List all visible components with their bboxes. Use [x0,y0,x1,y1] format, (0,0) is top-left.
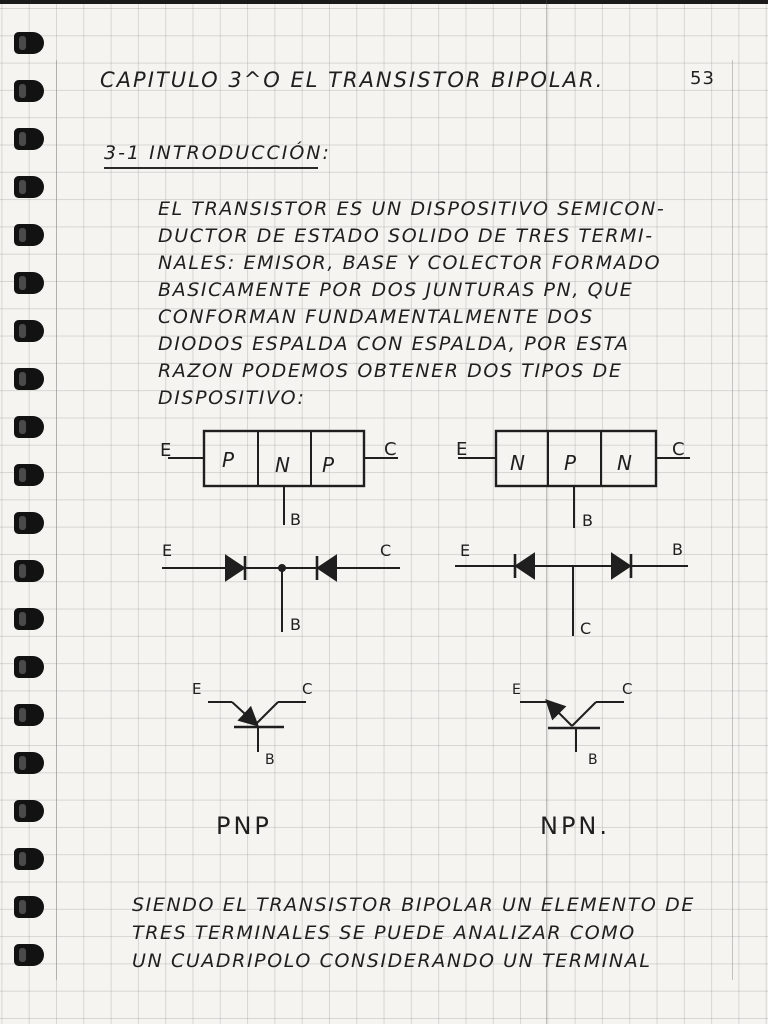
body-text-line: NALES: EMISOR, BASE Y COLECTOR FORMADO [158,252,662,274]
diode-icon [226,556,244,580]
npn-base-label: B [582,511,593,530]
pnp-symbol-base-label: B [265,752,275,768]
npn-layer-label: N [617,451,632,475]
npn-symbol-collector-label: C [622,680,633,698]
pnp-collector-label: C [384,439,397,460]
npn-symbol-emitter-label: E [512,682,521,698]
npn-diode-collector-label: C [580,619,592,638]
pnp-diode-emitter-label: E [162,541,173,560]
pnp-block-diagram [160,431,398,529]
section-heading: 3-1 INTRODUCCIÓN: [104,142,331,164]
npn-diode-emitter-label: E [460,541,471,560]
pnp-symbol-emitter-label: E [192,680,202,698]
pnp-symbol-collector-label: C [302,680,313,698]
closing-text-line: TRES TERMINALES SE PUEDE ANALIZAR COMO [132,922,636,944]
npn-symbol-base-label: B [588,752,598,768]
npn-transistor-symbol [512,680,632,768]
pnp-diode-base-label: B [290,615,301,634]
pnp-emitter-label: E [160,440,172,461]
body-text-line: DIODOS ESPALDA CON ESPALDA, POR ESTA [158,333,630,355]
pnp-caption: PNP [216,812,272,840]
npn-diode-base-label: B [672,540,683,559]
closing-text-line: UN CUADRIPOLO CONSIDERANDO UN TERMINAL [132,950,652,972]
diode-icon [516,554,534,578]
pnp-transistor-symbol [192,680,312,768]
body-text-line: BASICAMENTE POR DOS JUNTURAS PN, QUE [158,279,634,301]
pnp-diode-model [162,541,400,634]
closing-text-line: SIENDO EL TRANSISTOR BIPOLAR UN ELEMENTO DE [132,894,695,916]
body-text-line: DUCTOR DE ESTADO SOLIDO DE TRES TERMI- [158,225,654,247]
npn-diode-model [455,540,688,638]
page-number: 53 [690,68,715,89]
pnp-diode-collector-label: C [380,541,392,560]
npn-layer-label: N [510,451,525,475]
diode-icon [612,554,630,578]
body-text-line: DISPOSITIVO: [158,387,306,409]
npn-layer-label: P [564,451,577,475]
pnp-base-label: B [290,510,301,529]
body-text-line: CONFORMAN FUNDAMENTALMENTE DOS [158,306,594,328]
npn-emitter-label: E [456,439,468,460]
diode-icon [318,556,336,580]
pnp-layer-label: P [222,448,235,472]
body-text-line: RAZON PODEMOS OBTENER DOS TIPOS DE [158,360,623,382]
pnp-layer-label: N [275,453,290,477]
chapter-title: CAPITULO 3^O EL TRANSISTOR BIPOLAR. [100,68,605,92]
npn-collector-label: C [672,439,685,460]
npn-caption: NPN. [540,812,611,840]
pnp-layer-label: P [322,453,335,477]
body-text-line: EL TRANSISTOR ES UN DISPOSITIVO SEMICON- [158,198,666,220]
npn-block-diagram [456,431,690,530]
